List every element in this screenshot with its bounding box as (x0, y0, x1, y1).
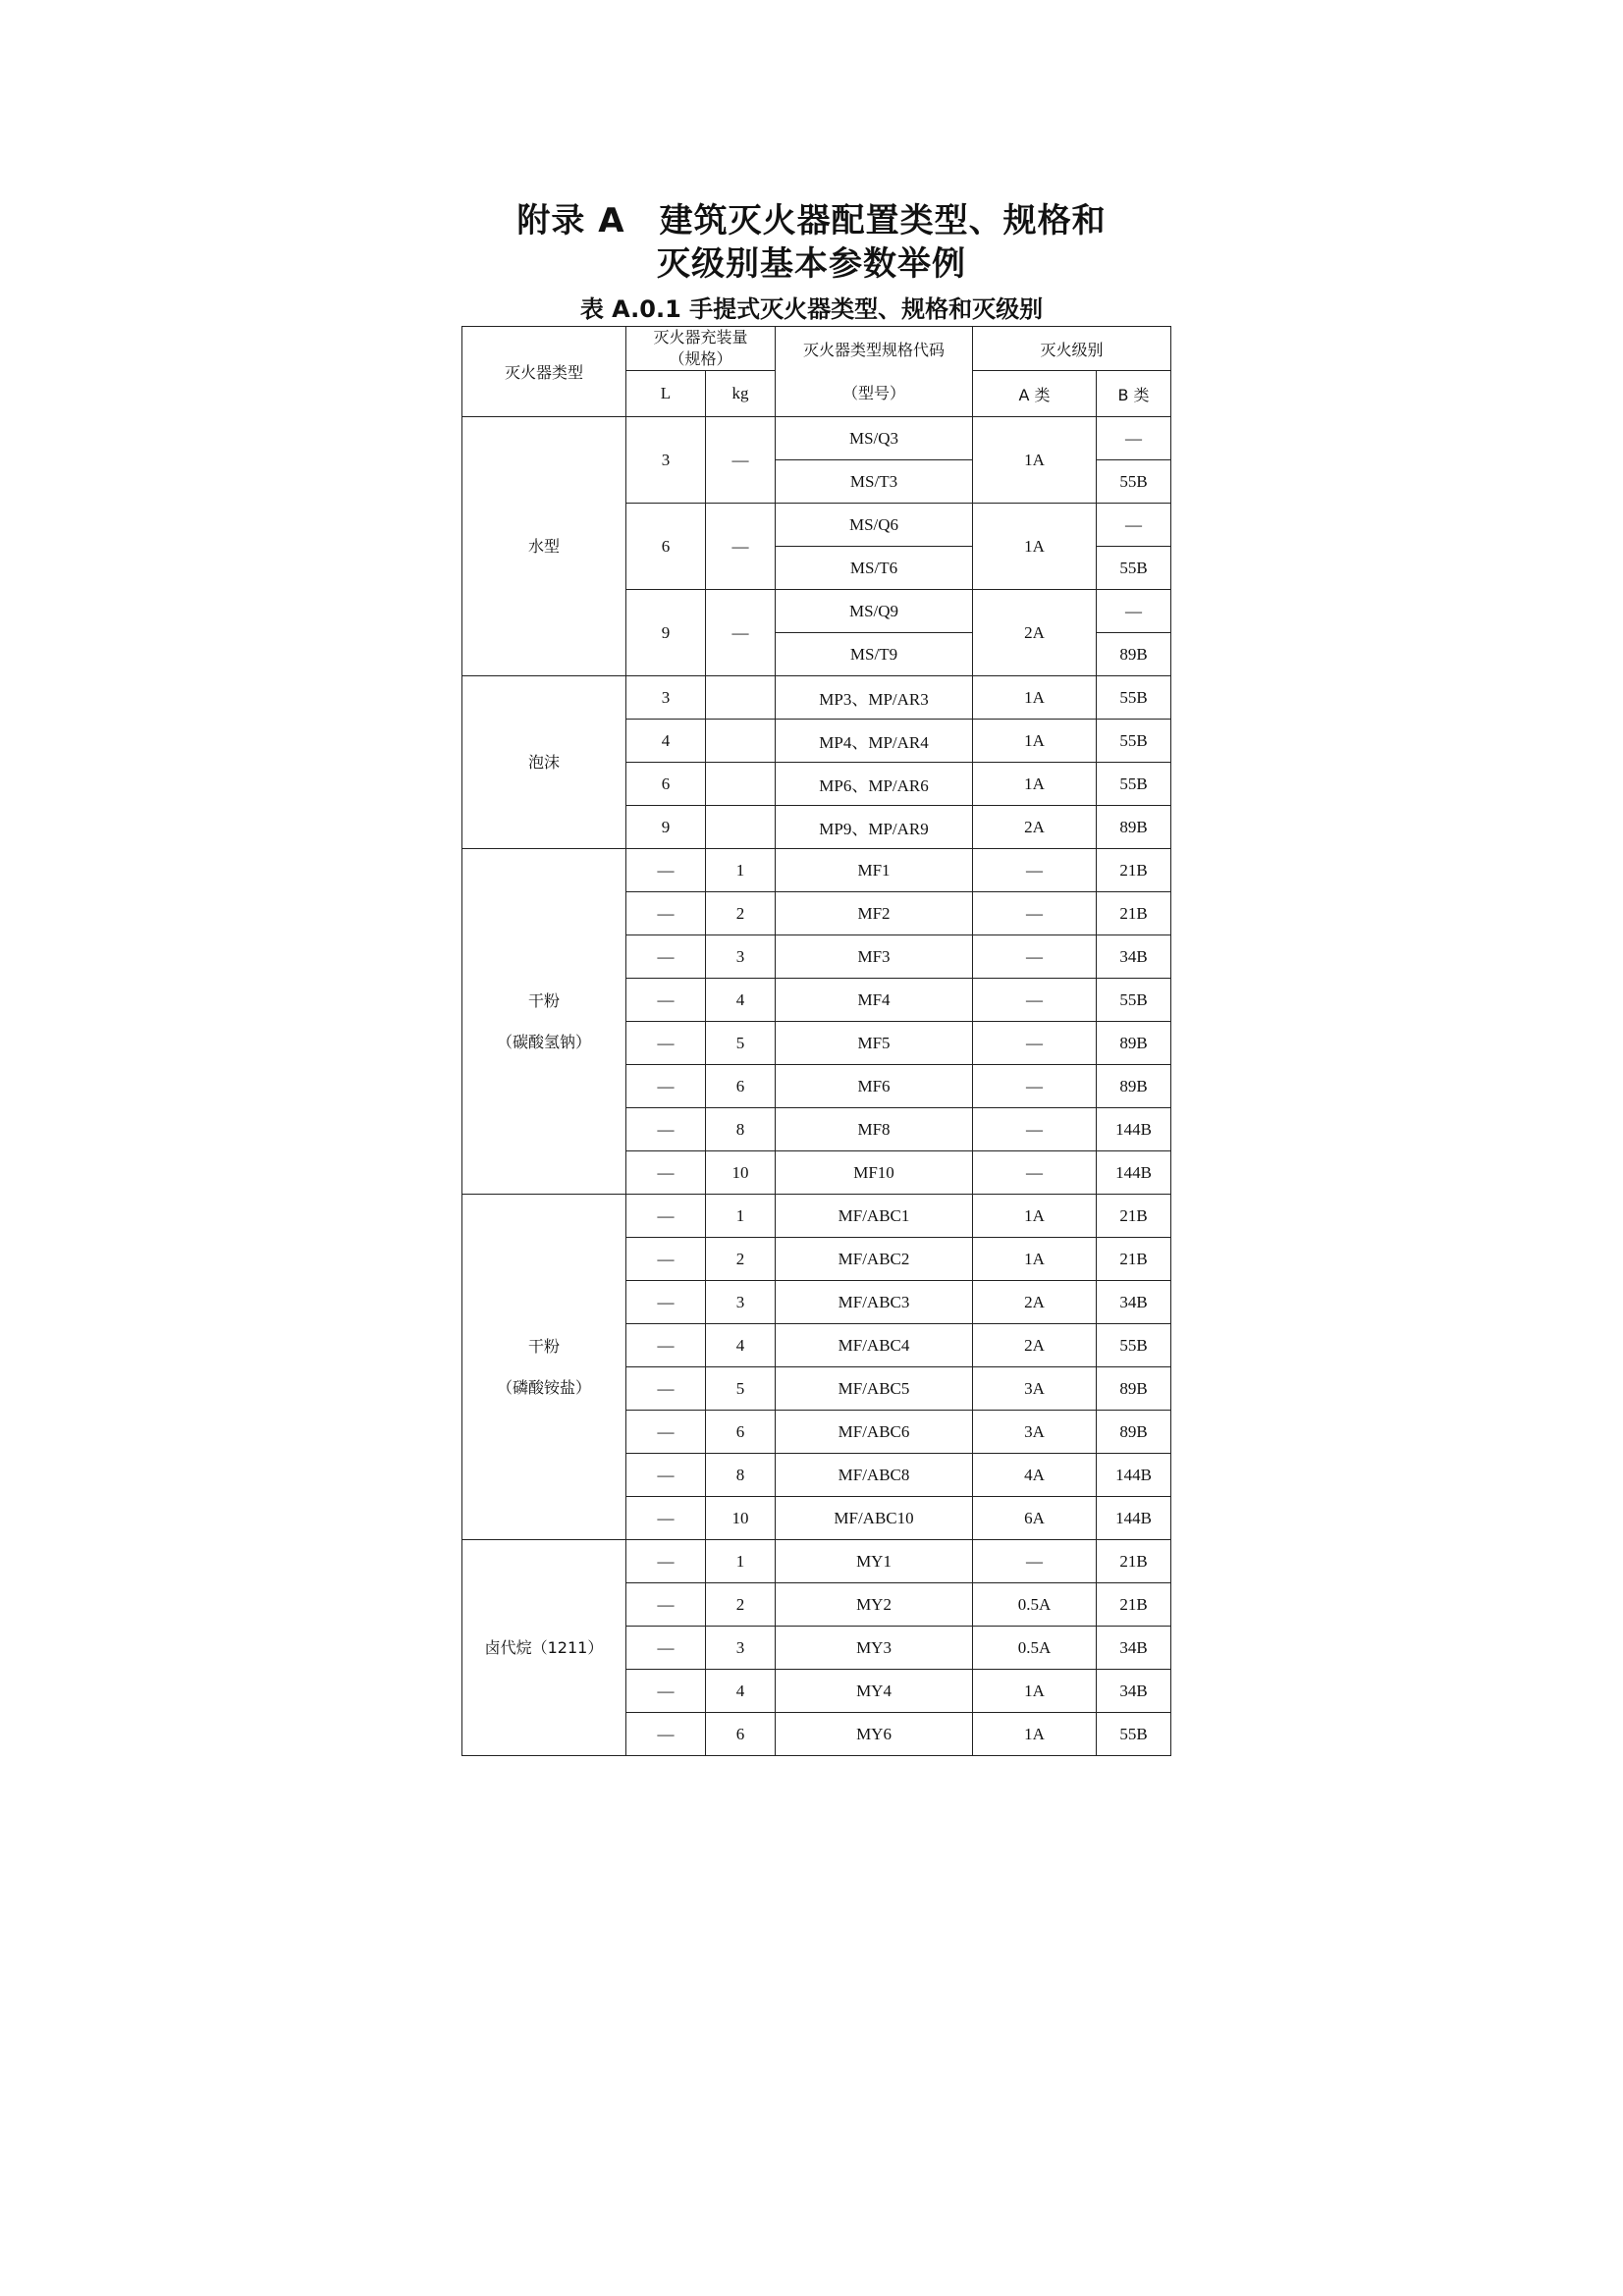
cell-class-a: 3A (973, 1367, 1097, 1411)
cell-code: MY2 (776, 1583, 973, 1627)
cell-l: — (626, 1151, 706, 1195)
cell-l: — (626, 1238, 706, 1281)
type-cell (462, 1195, 626, 1540)
cell-code: MF/ABC5 (776, 1367, 973, 1411)
cell-kg (706, 763, 776, 806)
cell-kg: 8 (706, 1108, 776, 1151)
cell-class-b: 144B (1097, 1454, 1171, 1497)
cell-kg: 8 (706, 1454, 776, 1497)
cell-class-a: — (973, 1065, 1097, 1108)
cell-class-b: 89B (1097, 1411, 1171, 1454)
cell-code: MS/Q9 (776, 590, 973, 633)
cell-code: MS/T9 (776, 633, 973, 676)
cell-kg: 6 (706, 1065, 776, 1108)
cell-l: — (626, 1583, 706, 1627)
cell-class-b: 21B (1097, 892, 1171, 935)
cell-l: — (626, 1367, 706, 1411)
type-name-line: 泡沫 (527, 752, 560, 772)
cell-code: MF/ABC10 (776, 1497, 973, 1540)
cell-class-a: — (973, 979, 1097, 1022)
cell-kg (706, 806, 776, 849)
cell-code: MP3、MP/AR3 (776, 676, 973, 720)
cell-code: MP4、MP/AR4 (776, 720, 973, 763)
type-name-line: （碳酸氢钠） (496, 1032, 591, 1051)
cell-class-b: 21B (1097, 849, 1171, 892)
cell-class-a: 2A (973, 1281, 1097, 1324)
cell-code: MS/Q6 (776, 504, 973, 547)
cell-l: — (626, 979, 706, 1022)
cell-class-a: 1A (973, 720, 1097, 763)
table-caption: 表 A.0.1 手提式灭火器类型、规格和灭级别 (579, 295, 1044, 323)
header-code (776, 327, 973, 417)
cell-l: — (626, 1022, 706, 1065)
type-name-line: 干粉 (527, 1336, 560, 1356)
cell-class-a: — (973, 935, 1097, 979)
header-type: 灭火器类型 (462, 327, 626, 417)
type-cell (462, 1540, 626, 1756)
cell-class-a: 1A (973, 763, 1097, 806)
cell-l: 9 (626, 590, 706, 676)
cell-code: MF/ABC1 (776, 1195, 973, 1238)
cell-kg: 4 (706, 979, 776, 1022)
cell-code: MF/ABC3 (776, 1281, 973, 1324)
page-title-line-2: 灭级别基本参数举例 (657, 244, 966, 284)
cell-l: — (626, 1411, 706, 1454)
cell-code: MF2 (776, 892, 973, 935)
type-cell (462, 417, 626, 676)
cell-code: MF/ABC4 (776, 1324, 973, 1367)
cell-class-a: — (973, 1022, 1097, 1065)
cell-class-b: — (1097, 417, 1171, 460)
cell-class-b: 21B (1097, 1238, 1171, 1281)
cell-class-b: 34B (1097, 1670, 1171, 1713)
cell-class-b: 21B (1097, 1195, 1171, 1238)
cell-class-a: — (973, 849, 1097, 892)
cell-class-a: — (973, 1108, 1097, 1151)
cell-code: MS/T3 (776, 460, 973, 504)
cell-kg: 6 (706, 1411, 776, 1454)
cell-l: — (626, 1108, 706, 1151)
cell-class-a: 1A (973, 504, 1097, 590)
cell-kg: 1 (706, 849, 776, 892)
cell-class-b: 55B (1097, 763, 1171, 806)
type-cell (462, 849, 626, 1195)
cell-l: — (626, 935, 706, 979)
cell-l: — (626, 1195, 706, 1238)
header-unit-l: L (626, 371, 706, 417)
cell-kg: — (706, 417, 776, 504)
cell-class-a: 3A (973, 1411, 1097, 1454)
cell-kg: 3 (706, 935, 776, 979)
type-cell (462, 676, 626, 849)
cell-code: MY3 (776, 1627, 973, 1670)
cell-kg: 6 (706, 1713, 776, 1756)
cell-class-b: 89B (1097, 806, 1171, 849)
cell-class-a: 6A (973, 1497, 1097, 1540)
cell-l: — (626, 849, 706, 892)
cell-code: MY6 (776, 1713, 973, 1756)
table-row (462, 849, 1171, 892)
cell-kg: 1 (706, 1540, 776, 1583)
cell-class-a: 2A (973, 590, 1097, 676)
cell-class-a: — (973, 1151, 1097, 1195)
cell-kg: 2 (706, 1583, 776, 1627)
cell-code: MF3 (776, 935, 973, 979)
cell-l: — (626, 1497, 706, 1540)
cell-class-b: — (1097, 504, 1171, 547)
cell-code: MY4 (776, 1670, 973, 1713)
cell-code: MS/T6 (776, 547, 973, 590)
header-rating: 灭火级别 (973, 327, 1171, 371)
header-code-line2: （型号） (842, 383, 906, 402)
cell-kg: 10 (706, 1151, 776, 1195)
cell-kg (706, 676, 776, 720)
cell-class-b: 34B (1097, 1281, 1171, 1324)
cell-code: MF8 (776, 1108, 973, 1151)
cell-kg: 3 (706, 1627, 776, 1670)
cell-class-b: 55B (1097, 720, 1171, 763)
header-class-a: A 类 (973, 371, 1097, 417)
cell-class-a: 1A (973, 1238, 1097, 1281)
cell-l: 9 (626, 806, 706, 849)
cell-l: — (626, 892, 706, 935)
type-name-line: 干粉 (527, 990, 560, 1010)
cell-kg: 10 (706, 1497, 776, 1540)
cell-l: — (626, 1670, 706, 1713)
cell-l: 6 (626, 763, 706, 806)
cell-class-a: — (973, 892, 1097, 935)
cell-code: MP6、MP/AR6 (776, 763, 973, 806)
table-row (462, 417, 1171, 460)
cell-class-b: 55B (1097, 676, 1171, 720)
cell-class-a: 0.5A (973, 1627, 1097, 1670)
cell-class-b: 89B (1097, 1065, 1171, 1108)
header-class-b: B 类 (1097, 371, 1171, 417)
cell-class-b: 144B (1097, 1497, 1171, 1540)
cell-code: MY1 (776, 1540, 973, 1583)
cell-kg: 3 (706, 1281, 776, 1324)
cell-l: — (626, 1540, 706, 1583)
cell-l: 4 (626, 720, 706, 763)
cell-class-a: 1A (973, 417, 1097, 504)
table-row (462, 1195, 1171, 1238)
cell-l: 3 (626, 676, 706, 720)
cell-code: MF4 (776, 979, 973, 1022)
cell-class-b: 55B (1097, 979, 1171, 1022)
cell-class-b: 89B (1097, 1022, 1171, 1065)
cell-code: MF/ABC8 (776, 1454, 973, 1497)
type-name-line: 卤代烷（1211） (484, 1637, 604, 1657)
header-charge (626, 327, 776, 371)
header-charge-line1: 灭火器充装量 (653, 328, 748, 347)
cell-kg: 4 (706, 1670, 776, 1713)
cell-class-b: 34B (1097, 1627, 1171, 1670)
cell-kg: 1 (706, 1195, 776, 1238)
cell-code: MF5 (776, 1022, 973, 1065)
extinguisher-table (461, 326, 1171, 1756)
cell-code: MF10 (776, 1151, 973, 1195)
cell-class-a: 1A (973, 676, 1097, 720)
cell-kg: — (706, 504, 776, 590)
cell-class-b: — (1097, 590, 1171, 633)
cell-class-b: 34B (1097, 935, 1171, 979)
cell-l: — (626, 1065, 706, 1108)
header-charge-line2: （规格） (669, 349, 732, 368)
cell-code: MF/ABC6 (776, 1411, 973, 1454)
cell-class-b: 144B (1097, 1151, 1171, 1195)
cell-class-a: 1A (973, 1670, 1097, 1713)
cell-kg: 2 (706, 892, 776, 935)
cell-class-a: 1A (973, 1713, 1097, 1756)
cell-code: MS/Q3 (776, 417, 973, 460)
type-name-line: （磷酸铵盐） (496, 1377, 591, 1397)
cell-class-a: — (973, 1540, 1097, 1583)
table-row (462, 1540, 1171, 1583)
page-title-line-1: 附录 A 建筑灭火器配置类型、规格和 (516, 201, 1107, 240)
cell-code: MF1 (776, 849, 973, 892)
cell-class-b: 55B (1097, 1324, 1171, 1367)
cell-class-a: 0.5A (973, 1583, 1097, 1627)
cell-class-a: 1A (973, 1195, 1097, 1238)
cell-class-b: 21B (1097, 1583, 1171, 1627)
cell-code: MP9、MP/AR9 (776, 806, 973, 849)
cell-kg: 5 (706, 1367, 776, 1411)
cell-class-b: 89B (1097, 1367, 1171, 1411)
header-unit-kg: kg (706, 371, 776, 417)
cell-l: — (626, 1627, 706, 1670)
cell-kg (706, 720, 776, 763)
cell-kg: 5 (706, 1022, 776, 1065)
cell-kg: 4 (706, 1324, 776, 1367)
cell-class-a: 2A (973, 806, 1097, 849)
cell-class-b: 55B (1097, 1713, 1171, 1756)
cell-kg: 2 (706, 1238, 776, 1281)
cell-class-b: 89B (1097, 633, 1171, 676)
cell-class-b: 21B (1097, 1540, 1171, 1583)
type-name-line: 水型 (527, 536, 560, 556)
cell-l: 6 (626, 504, 706, 590)
header-code-line1: 灭火器类型规格代码 (803, 340, 946, 359)
cell-l: — (626, 1454, 706, 1497)
cell-kg: — (706, 590, 776, 676)
cell-l: — (626, 1713, 706, 1756)
cell-l: — (626, 1281, 706, 1324)
cell-code: MF6 (776, 1065, 973, 1108)
cell-class-a: 4A (973, 1454, 1097, 1497)
cell-class-b: 144B (1097, 1108, 1171, 1151)
cell-class-b: 55B (1097, 460, 1171, 504)
cell-code: MF/ABC2 (776, 1238, 973, 1281)
cell-class-a: 2A (973, 1324, 1097, 1367)
cell-l: 3 (626, 417, 706, 504)
table-row (462, 676, 1171, 720)
cell-l: — (626, 1324, 706, 1367)
cell-class-b: 55B (1097, 547, 1171, 590)
table-body (462, 417, 1171, 1756)
